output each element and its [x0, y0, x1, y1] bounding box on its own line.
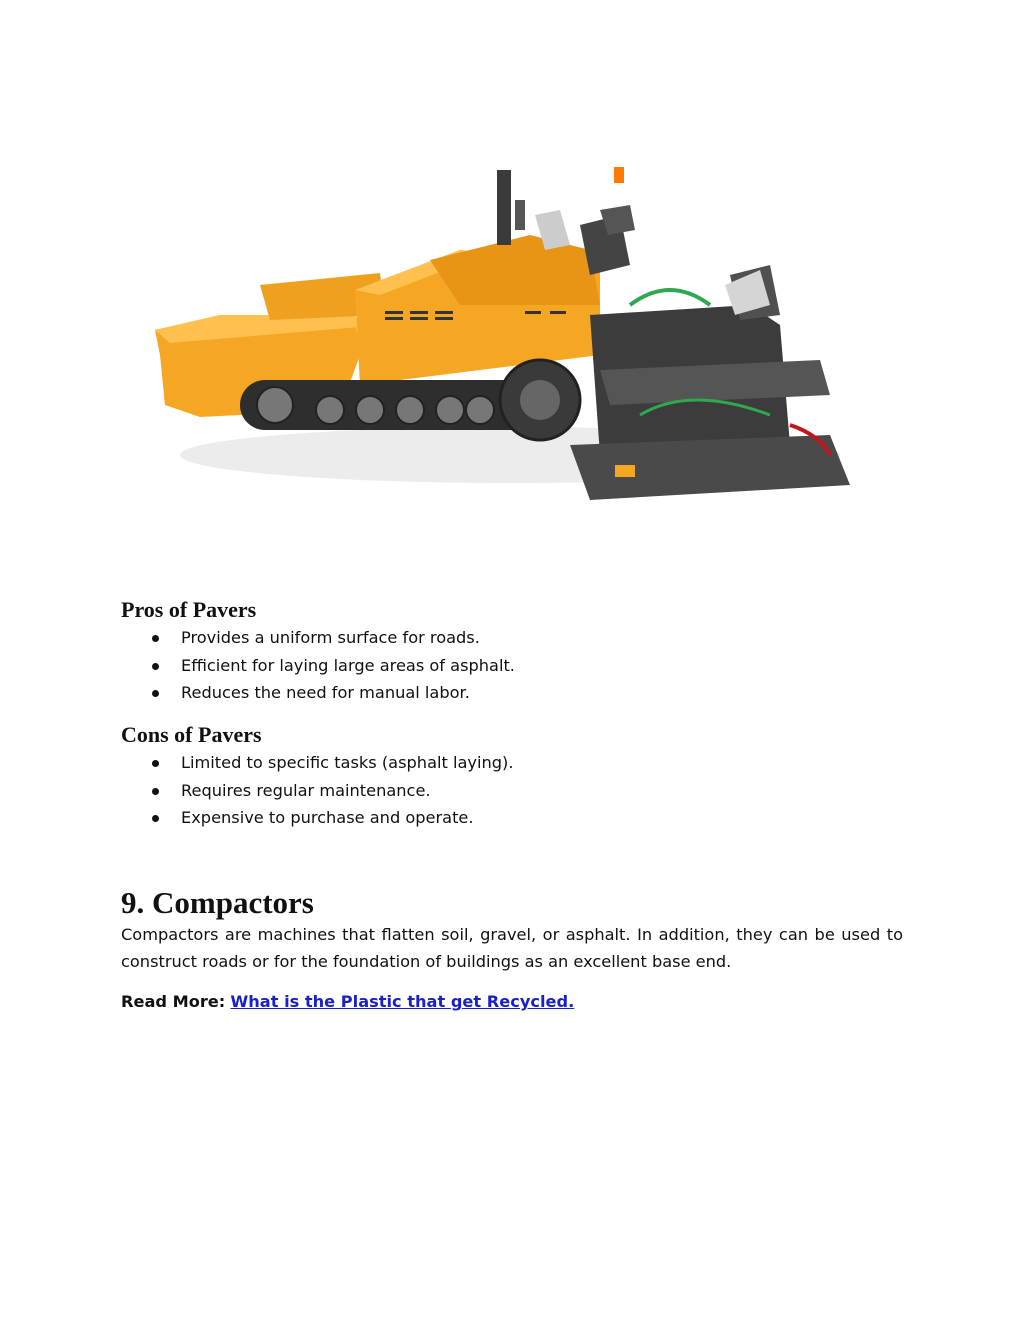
list-item-text: Reduces the need for manual labor.: [181, 683, 470, 702]
list-item-text: Expensive to purchase and operate.: [181, 808, 474, 827]
list-item: [121, 749, 903, 777]
read-more-link[interactable]: What is the Plastic that get Recycled.: [230, 992, 575, 1011]
list-item: [121, 777, 903, 805]
section-paragraph: Compactors are machines that flatten soil, gravel, or asphalt. In addition, they can be used to construct roads or for the foundation of buildings as an excellent base end.: [121, 925, 903, 971]
list-item: [121, 804, 903, 832]
list-item: [121, 652, 903, 680]
pros-list: [121, 624, 903, 707]
bullet-icon: [152, 788, 159, 795]
bullet-icon: [152, 663, 159, 670]
read-more-label: Read More:: [121, 992, 226, 1011]
bullet-icon: [152, 690, 159, 697]
bullet-icon: [152, 815, 159, 822]
list-item-text: Provides a uniform surface for roads.: [181, 628, 480, 647]
read-more: [121, 988, 903, 1015]
bullet-icon: [152, 760, 159, 767]
pros-section: [121, 596, 903, 707]
paver-illustration: [130, 155, 870, 525]
list-item: [121, 624, 903, 652]
section-title: 9. Compactors: [121, 885, 314, 920]
cons-list: [121, 749, 903, 832]
cons-heading: Cons of Pavers: [121, 722, 262, 747]
list-item-text: Requires regular maintenance.: [181, 780, 431, 800]
compactors-section: [121, 885, 903, 975]
list-item: [121, 679, 903, 707]
list-item-text: Limited to specific tasks (asphalt laying).: [181, 753, 514, 772]
cons-section: [121, 721, 903, 832]
paver-image: [130, 155, 870, 525]
bullet-icon: [152, 635, 159, 642]
list-item-text: Efficient for laying large areas of asphalt.: [181, 655, 515, 675]
pros-heading: Pros of Pavers: [121, 597, 257, 622]
